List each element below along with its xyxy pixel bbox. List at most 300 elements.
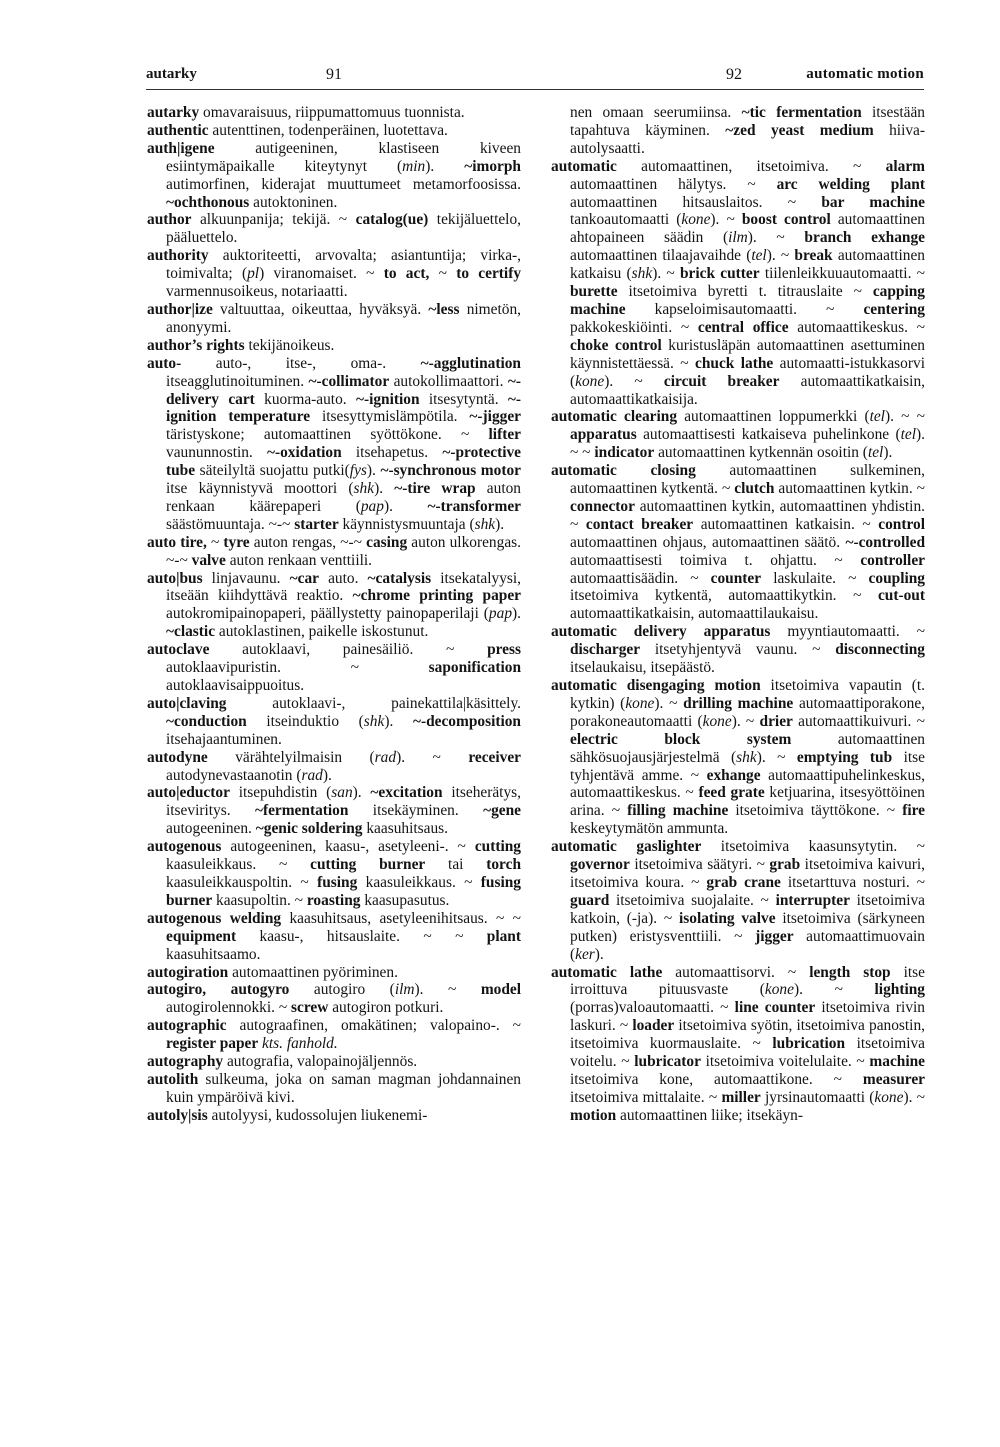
definition-text: autoklaavisaippuoitus.: [166, 677, 305, 694]
headword: lighting: [874, 981, 925, 999]
definition-text: auto.: [318, 569, 368, 587]
definition-text: tekijäluettelo, pääluettelo.: [166, 211, 521, 247]
headword: fire: [902, 802, 925, 820]
headword: cutting: [474, 838, 521, 856]
definition-text: ). ~: [766, 247, 795, 265]
domain-label: shk: [474, 515, 496, 533]
dictionary-entry: [147, 910, 521, 964]
headword: drier: [759, 712, 793, 730]
dictionary-entry: [147, 337, 521, 355]
dictionary-entry: [147, 122, 521, 140]
definition-text: itsetoimiva byretti t. titrauslaite ~: [617, 283, 873, 301]
headword: jigger: [755, 927, 794, 945]
headword: auto tire,: [147, 533, 207, 551]
headword: filling machine: [627, 802, 729, 820]
definition-text: itsehapetus.: [341, 444, 443, 462]
headword: autogiration: [147, 963, 229, 981]
definition-text: autodynevastaanotin (: [166, 766, 302, 784]
definition-text: automaattinen katkaisin. ~: [693, 515, 879, 533]
domain-label: shk: [363, 712, 385, 730]
definition-text: itsehajaantuminen.: [166, 730, 282, 748]
dictionary-entry: [147, 104, 521, 122]
headword: authentic: [147, 121, 209, 139]
headword: automatic disengaging motion: [551, 677, 761, 694]
headword: starter: [294, 515, 339, 533]
definition-text: ).: [883, 444, 893, 462]
definition-text: itsetoimiva katkoin, (-ja). ~: [570, 891, 925, 927]
headword: valve: [191, 551, 226, 569]
domain-label: kone: [575, 372, 605, 390]
headword: ~catalysis: [367, 569, 432, 587]
headword: ~-tire wrap: [394, 480, 476, 498]
definition-text: itseagglutinoituminen.: [166, 372, 309, 390]
headword: lubricator: [634, 1053, 701, 1071]
definition-text: automaattinen ohjaus, automaattinen säätö.: [570, 533, 846, 551]
headword: burette: [570, 283, 618, 301]
definition-text: automaattinen tilaajavaihde (: [570, 247, 752, 265]
definition-text: automaattisorvi. ~: [662, 963, 810, 981]
definition-text: säästömuuntaja. ~-~: [166, 515, 295, 533]
definition-text: täristyskone; automaattinen syöttökone. ~: [166, 426, 489, 444]
definition-text: automaattinen katkaisu (: [570, 247, 925, 283]
headword: to certify: [456, 265, 521, 283]
headword: disconnecting: [835, 641, 925, 659]
left-column: [147, 104, 521, 1367]
definition-text: ).: [366, 462, 381, 480]
headword: auth|igene: [147, 139, 215, 157]
definition-text: säteilyltä suojattu putki(: [195, 462, 350, 480]
definition-text: tekijänoikeus.: [244, 336, 335, 354]
definition-text: automaattikatkaisin, automaattilaukaisu.: [570, 605, 819, 623]
headword: machine: [869, 1053, 925, 1071]
headword: indicator: [594, 444, 655, 462]
definition-text: itsetoimiva (särkyneen putken) eristysventtiili. ~: [570, 909, 925, 945]
headword: authority: [147, 247, 209, 265]
domain-label: kts. fanhold.: [262, 1035, 338, 1053]
definition-text: autogiro (: [289, 981, 395, 999]
definition-text: kapseloimisautomaatti. ~: [625, 300, 864, 318]
domain-label: shk: [353, 480, 375, 498]
definition-text: ) viranomaiset. ~: [259, 265, 384, 283]
definition-text: autogiron potkuri.: [328, 999, 444, 1017]
definition-text: ). ~: [396, 748, 469, 766]
definition-text: auktoriteetti, arvovalta; asiantuntija; virka-, toimivalta; (: [166, 247, 521, 283]
definition-text: itsetarttuva nosturi. ~: [780, 873, 925, 891]
domain-label: shk: [631, 265, 653, 283]
headword: ~-decomposition: [412, 712, 521, 730]
definition-text: automaatti-istukkasorvi (: [570, 354, 925, 390]
definition-text: autokollimaattori.: [389, 372, 508, 390]
dictionary-entry: [147, 355, 521, 534]
definition-text: ).: [383, 497, 428, 515]
headword: automatic lathe: [551, 963, 663, 981]
definition-text: automaattikatkaisin, automaattikatkaisija.: [570, 372, 925, 408]
headword: author|ize: [147, 300, 213, 318]
dictionary-entry: [147, 247, 521, 301]
headword: cutting burner: [310, 856, 426, 874]
definition-text: itselaukaisu, itsepäästö.: [570, 659, 715, 677]
definition-text: automaattisesti katkaiseva puhelinkone (: [636, 426, 901, 444]
definition-text: auton renkaan venttiili.: [225, 551, 373, 569]
headword: length stop: [809, 963, 891, 981]
headword: ~clastic: [166, 623, 216, 641]
definition-text: pakkokeskiöinti. ~: [570, 318, 698, 336]
dictionary-entry: [147, 1071, 521, 1107]
definition-text: automaattinen sulkeminen, automaattinen kytkentä. ~: [570, 462, 925, 498]
headword: lifter: [488, 426, 521, 444]
headword: discharger: [570, 641, 641, 659]
definition-text: tai: [425, 856, 487, 874]
definition-text: valtuuttaa, oikeuttaa, hyväksyä.: [212, 300, 429, 318]
domain-label: min: [402, 157, 426, 175]
definition-text: ). ~ ~: [884, 408, 925, 426]
headword: auto|eductor: [147, 784, 230, 802]
headword: line counter: [734, 999, 816, 1017]
domain-label: kone: [874, 1088, 904, 1106]
definition-text: automaattisäädin. ~: [570, 569, 711, 587]
domain-label: san: [331, 784, 353, 802]
definition-text: ).: [512, 605, 521, 623]
definition-text: itsestään tapahtuva käyminen.: [570, 104, 925, 139]
headword: centering: [863, 300, 925, 318]
headword: exhange: [706, 766, 761, 784]
headword: saponification: [428, 659, 521, 677]
definition-text: autogeeninen, kaasu-, asetyleeni-. ~: [221, 838, 475, 856]
headword: autography: [147, 1053, 224, 1071]
dictionary-entry: [551, 462, 925, 623]
definition-text: ). ~: [793, 981, 875, 999]
left-page-number: 91: [326, 66, 342, 83]
definition-text: omavaraisuus, riippumattomuus tuonnista.: [199, 104, 465, 121]
headword: autogenous: [147, 838, 222, 856]
definition-text: autolyysi, kudossolujen liukenemi-: [207, 1106, 428, 1124]
dictionary-entry: [147, 695, 521, 749]
page-header: [146, 66, 924, 90]
dictionary-entry: [147, 140, 521, 212]
definition-text: ).: [495, 515, 505, 533]
domain-label: tel: [751, 247, 767, 265]
headword: control: [878, 515, 925, 533]
headword: autographic: [147, 1017, 227, 1035]
headword: coupling: [868, 569, 925, 587]
headword: autoly|sis: [147, 1106, 208, 1124]
definition-text: kaasuhitsaus.: [362, 820, 449, 838]
definition-text: kaasupoltin. ~: [212, 891, 307, 909]
headword: arc welding plant: [776, 175, 925, 193]
right-page-number: 92: [726, 66, 742, 83]
definition-text: kaasu-, hitsauslaite. ~ ~: [236, 927, 487, 945]
definition-text: automaattinen liike; itsekäyn-: [616, 1106, 803, 1124]
definition-text: auton renkaan käärepaperi (: [166, 480, 521, 515]
dictionary-entry: [147, 1017, 521, 1053]
domain-label: kone: [625, 694, 655, 712]
headword: guard: [570, 891, 610, 909]
headword: ~ochthonous: [166, 193, 250, 211]
headword: ~-synchronous motor: [380, 462, 521, 480]
dictionary-entry: [551, 408, 925, 462]
headword: tyre: [223, 533, 250, 551]
dictionary-entry: [551, 964, 925, 1125]
headword: bar machine: [821, 193, 925, 211]
headword: grab: [769, 856, 801, 874]
headword: electric block system: [570, 730, 792, 748]
domain-label: shk: [736, 748, 757, 766]
definition-text: automaattikuivuri. ~: [792, 712, 925, 730]
definition-text: hiiva-autolysaatti.: [570, 121, 925, 157]
definition-text: itsetoimiva suojalaite. ~: [609, 891, 776, 909]
definition-text: ).: [384, 712, 413, 730]
definition-text: kaasuleikkaus. ~: [357, 873, 481, 891]
definition-text: auto-, itse-, oma-.: [181, 354, 421, 372]
headword: register paper: [166, 1035, 259, 1053]
definition-text: itseherätys, itseviritys.: [166, 784, 521, 820]
definition-text: tiilenleikkuuautomaatti. ~: [759, 265, 925, 283]
definition-text: autoklaavi-, painekattila|käsittely.: [226, 694, 521, 712]
dictionary-entry: [147, 1107, 521, 1125]
headword: ~-agglutination: [420, 354, 521, 372]
headword: break: [794, 247, 833, 265]
definition-text: jyrsinautomaatti (: [760, 1088, 875, 1106]
domain-label: kone: [702, 712, 732, 730]
headword: ~-oxidation: [266, 444, 342, 462]
definition-text: itsesyttymislämpötila.: [310, 408, 470, 426]
definition-text: itsetoimiva kytkentä, automaattikytkin. ~: [570, 587, 878, 605]
definition-text: autoklaavi, painesäiliö. ~: [209, 641, 488, 659]
definition-text: automaattinen sähkösuojausjärjestelmä (: [570, 730, 925, 766]
headword: ~-collimator: [308, 372, 390, 390]
headword: grab crane: [706, 873, 781, 891]
headword: auto-: [147, 354, 182, 372]
domain-label: ilm: [728, 229, 748, 247]
definition-text: kaasuhitsaamo.: [166, 945, 261, 963]
definition-text: tankoautomaatti (: [570, 211, 682, 229]
definition-text: itsetoimiva rivin laskuri. ~: [570, 999, 925, 1035]
dictionary-entry: [147, 784, 521, 838]
definition-text: sulkeuma, joka on saman magman johdannainen kuin ympäröivä kivi.: [166, 1070, 521, 1106]
domain-label: kone: [764, 981, 794, 999]
headword: to act,: [383, 265, 430, 283]
definition-text: automaattinen hitsauslaitos. ~: [570, 193, 822, 211]
headword: interrupter: [775, 891, 850, 909]
definition-text: myyntiautomaatti. ~: [770, 623, 925, 641]
definition-text: ).: [374, 480, 395, 498]
headword: press: [487, 641, 521, 659]
domain-label: pap: [360, 497, 384, 515]
definition-text: keskeytymätön ammunta.: [570, 820, 729, 838]
definition-text: itsetyhjentyvä vaunu. ~: [640, 641, 836, 659]
definition-text: automaattinen, itsetoimiva. ~: [616, 157, 886, 175]
headword: capping machine: [570, 283, 925, 318]
definition-text: autograafinen, omakätinen; valopaino-. ~: [226, 1017, 521, 1035]
definition-text: nen omaan seerumiinsa.: [570, 104, 742, 121]
definition-text: itsetoimiva säätyri. ~: [629, 856, 770, 874]
domain-label: tel: [869, 408, 885, 426]
domain-label: pl: [247, 265, 260, 283]
headword: circuit breaker: [663, 372, 780, 390]
headword: ~-ignition: [355, 390, 420, 408]
headword: automatic: [551, 157, 617, 175]
definition-text: itsetoimiva kone, automaattikone. ~: [570, 1070, 863, 1088]
definition-text: automaattinen kytkennän osoitin (: [654, 444, 868, 462]
headword: fusing burner: [166, 873, 521, 909]
definition-text: kaasupasutus.: [360, 891, 450, 909]
definition-text: ). ~ ~: [570, 426, 925, 462]
definition-text: itsepuhdistin (: [229, 784, 332, 802]
definition-text: varmennusoikeus, notariaatti.: [166, 283, 348, 301]
definition-text: ). ~: [710, 211, 742, 229]
definition-text: auton rengas, ~-~: [249, 533, 367, 551]
definition-text: itsetoimiva voitelulaite. ~: [700, 1053, 870, 1071]
definition-text: alkuunpanija; tekijä. ~: [191, 211, 356, 229]
definition-text: kuorma-auto.: [254, 390, 356, 408]
definition-text: itsetoimiva kaivuri, itsetoimiva koura. ~: [570, 856, 925, 891]
headword: boost control: [741, 211, 831, 229]
headword: miller: [721, 1088, 761, 1106]
headword: ~chrome printing paper: [352, 587, 521, 605]
dictionary-entry: [147, 964, 521, 982]
definition-text: automaattinen kytkin. ~: [774, 480, 925, 498]
headword: author’s rights: [147, 336, 245, 354]
headword: author: [147, 211, 192, 229]
header-rule: [146, 89, 924, 90]
definition-text: ). ~: [756, 748, 797, 766]
definition-text: ).: [322, 766, 332, 784]
headword: ~car: [289, 569, 319, 587]
headword: connector: [570, 497, 635, 515]
headword: automatic gaslighter: [551, 838, 702, 856]
definition-text: automaattinen loppumerkki (: [677, 408, 870, 426]
headword: receiver: [468, 748, 521, 766]
dictionary-entry: [147, 301, 521, 337]
definition-text: nimetön, anonyymi.: [166, 300, 521, 336]
dictionary-entry: [551, 158, 925, 409]
definition-text: kaasuleikkauspoltin. ~: [166, 873, 318, 891]
headword: loader: [632, 1017, 675, 1035]
headword: cut-out: [877, 587, 925, 605]
dictionary-entry: [147, 1053, 521, 1071]
headword: feed grate: [698, 784, 765, 802]
headword: ~less: [428, 300, 460, 318]
definition-text: itsetoimiva voitelu. ~: [570, 1035, 925, 1071]
dictionary-entry: [551, 104, 925, 158]
definition-text: ). ~: [747, 229, 805, 247]
headword: catalog(ue): [355, 211, 429, 229]
headword: roasting: [306, 891, 361, 909]
headword: auto|claving: [147, 694, 227, 712]
headword: equipment: [166, 927, 237, 945]
headword: emptying tub: [796, 748, 893, 766]
definition-text: automaattinen pyöriminen.: [228, 963, 398, 981]
definition-text: itse irroittuva pituusvaste (: [570, 963, 925, 999]
headword: autarky: [147, 104, 200, 121]
dictionary-entry: [147, 570, 521, 642]
headword: autogenous welding: [147, 909, 282, 927]
headword: apparatus: [570, 426, 637, 444]
headword: motion: [570, 1106, 617, 1124]
dictionary-entry: [551, 838, 925, 963]
headword: ~fermentation: [254, 802, 349, 820]
definition-text: automaattisesti toimiva t. ohjattu. ~: [570, 551, 861, 569]
dictionary-entry: [147, 641, 521, 695]
headword: central office: [697, 318, 789, 336]
definition-text: itsetoimiva mittalaite. ~: [570, 1088, 722, 1106]
headword: choke control: [570, 336, 662, 354]
headword: ~tic fermentation: [741, 104, 862, 121]
dictionary-entry: [147, 211, 521, 247]
definition-text: ). ~: [654, 694, 684, 712]
headword: measurer: [862, 1070, 925, 1088]
headword: ~gene: [483, 802, 521, 820]
dictionary-entry: [147, 838, 521, 910]
headword: torch: [486, 856, 521, 874]
headword: plant: [486, 927, 521, 945]
headword: governor: [570, 856, 630, 874]
domain-label: tel: [867, 444, 884, 462]
headword: ~-controlled: [845, 533, 925, 551]
definition-text: ). ~: [731, 712, 760, 730]
definition-text: ~: [429, 265, 457, 283]
dictionary-entry: [147, 749, 521, 785]
headword: ~-protective tube: [166, 444, 521, 480]
definition-text: auton ulkorengas. ~-~: [166, 533, 521, 569]
headword: ~-delivery cart: [166, 372, 521, 408]
definition-text: itsetoimiva kaasunsytytin. ~: [701, 838, 925, 856]
definition-text: autoklastinen, paikelle iskostunut.: [215, 623, 429, 641]
right-guide-word: automatic motion: [806, 66, 924, 82]
headword: ~conduction: [166, 712, 247, 730]
domain-label: rad: [301, 766, 323, 784]
definition-text: ). ~: [903, 1088, 925, 1106]
definition-text: käynnistysmuuntaja (: [338, 515, 475, 533]
definition-text: automaattinen ahtopaineen säädin (: [570, 211, 925, 247]
headword: model: [480, 981, 521, 999]
headword: clutch: [734, 480, 775, 498]
headword: autoclave: [147, 641, 210, 659]
definition-text: kaasuleikkaus. ~: [166, 856, 311, 874]
domain-label: tel: [900, 426, 917, 444]
headword: ~imorph: [464, 157, 521, 175]
headword: automatic closing: [551, 462, 696, 480]
headword: controller: [860, 551, 925, 569]
headword: brick cutter: [679, 265, 760, 283]
dictionary-entry: [147, 534, 521, 570]
definition-text: itsesytyntä.: [419, 390, 508, 408]
headword: fusing: [317, 873, 358, 891]
headword: autodyne: [147, 748, 208, 766]
domain-label: kone: [681, 211, 711, 229]
headword: ~-ignition temperature: [166, 390, 521, 426]
definition-text: itsetoimiva vapautin (t. kytkin) (: [570, 677, 925, 712]
definition-text: kaasuhitsaus, asetyleenihitsaus. ~ ~: [281, 909, 521, 927]
headword: screw: [291, 999, 329, 1017]
headword: ~-transformer: [427, 497, 521, 515]
headword: alarm: [885, 157, 925, 175]
definition-text: automaattipuhelinkeskus, automaattikeskus. ~: [570, 766, 925, 802]
definition-text: automaattimuovain (: [570, 927, 925, 963]
headword: casing: [366, 533, 408, 551]
definition-text: ). ~: [652, 265, 680, 283]
headword: ~genic soldering: [255, 820, 363, 838]
headword: ~zed yeast medium: [725, 121, 874, 139]
dictionary-entry: [551, 677, 925, 838]
headword: contact breaker: [585, 515, 694, 533]
dictionary-entry: [551, 623, 925, 677]
definition-text: laskulaite. ~: [761, 569, 869, 587]
definition-text: itse käynnistyvä moottori (: [166, 480, 354, 498]
definition-text: itsetoimiva täyttökone. ~: [728, 802, 903, 820]
definition-text: automaattikeskus. ~: [788, 318, 925, 336]
definition-text: itsetoimiva syötin, itsetoimiva panostin, itsetoimiva kuormauslaite. ~: [570, 1017, 925, 1053]
